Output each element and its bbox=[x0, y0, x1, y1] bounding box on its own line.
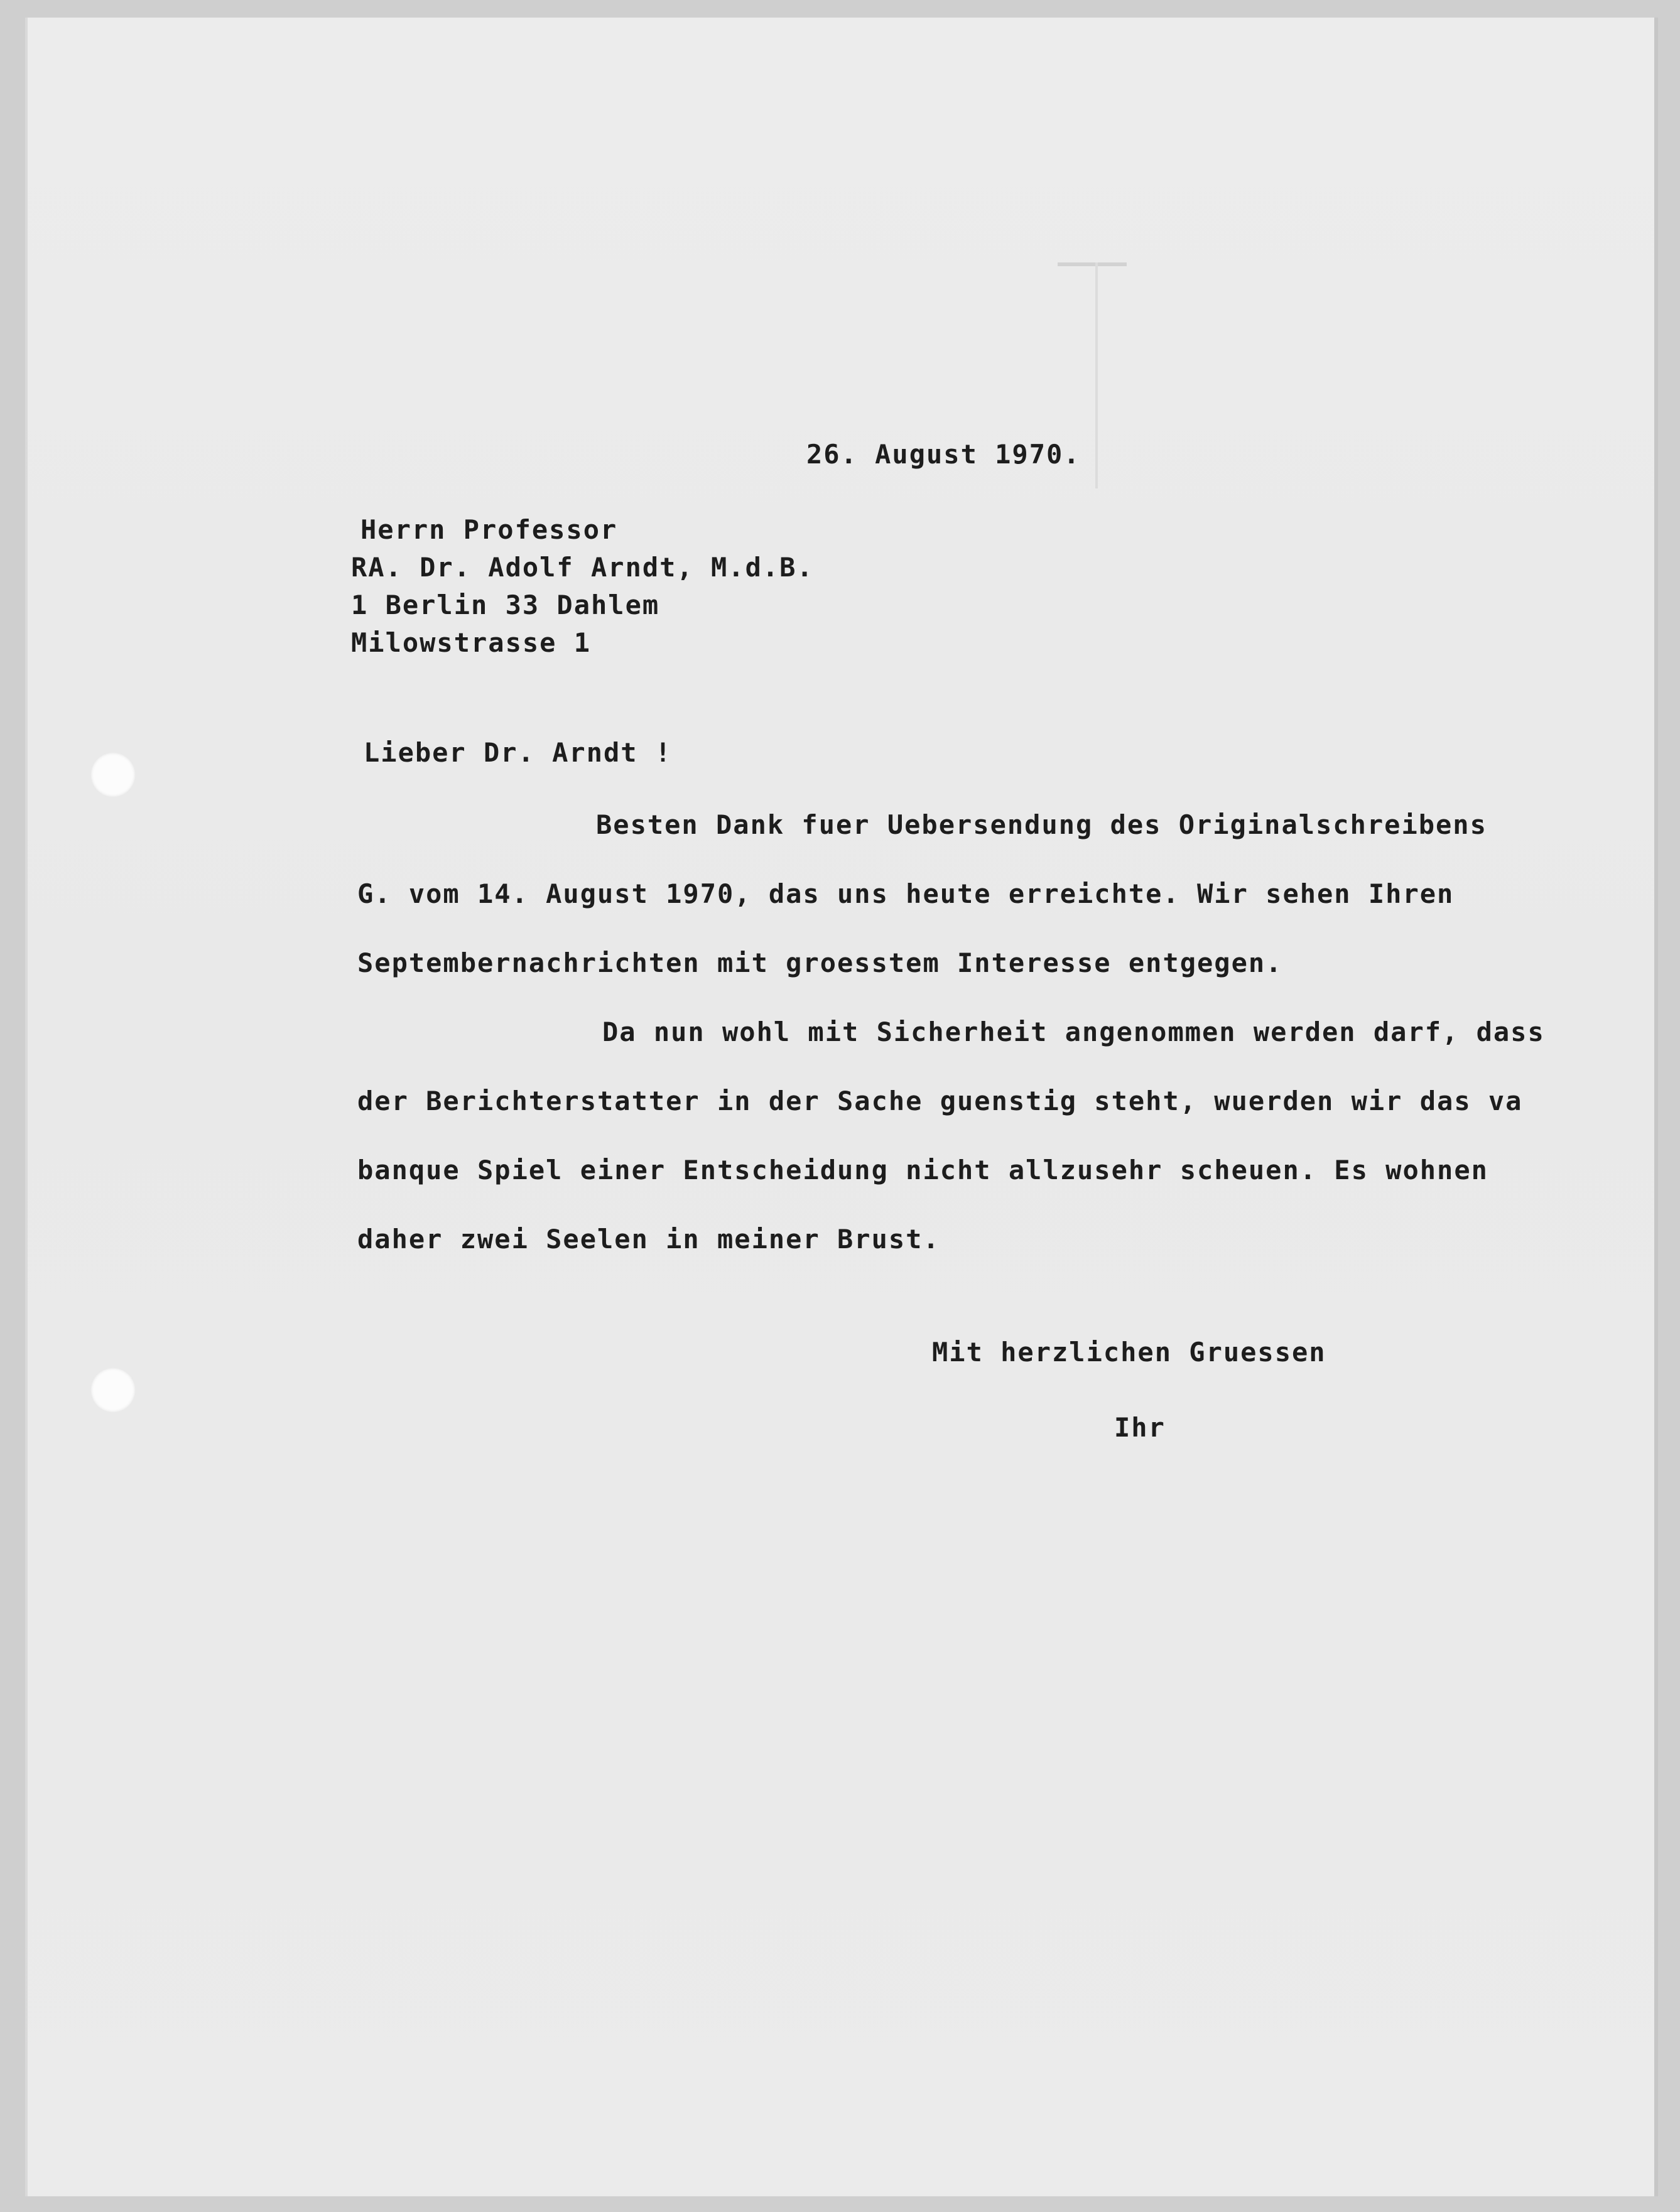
body-line: daher zwei Seelen in meiner Brust. bbox=[357, 1224, 940, 1254]
salutation: Lieber Dr. Arndt ! bbox=[364, 737, 673, 768]
body-line: Septembernachrichten mit groesstem Interesse entgegen. bbox=[357, 947, 1283, 978]
body-line: Besten Dank fuer Uebersendung des Originalschreibens bbox=[596, 809, 1487, 840]
recipient-street: Milowstrasse 1 bbox=[351, 627, 592, 658]
punch-hole-top bbox=[90, 752, 136, 797]
body-line: G. vom 14. August 1970, das uns heute erreichte. Wir sehen Ihren bbox=[357, 878, 1455, 909]
signoff: Ihr bbox=[1114, 1412, 1166, 1443]
show-through-mark bbox=[1058, 262, 1127, 266]
show-through-mark-vertical bbox=[1095, 262, 1098, 488]
closing: Mit herzlichen Gruessen bbox=[932, 1337, 1326, 1368]
recipient-city: 1 Berlin 33 Dahlem bbox=[351, 590, 660, 620]
letter-date: 26. August 1970. bbox=[806, 439, 1081, 470]
recipient-name: RA. Dr. Adolf Arndt, M.d.B. bbox=[351, 552, 814, 583]
letter-page bbox=[25, 18, 1658, 2196]
punch-hole-bottom bbox=[90, 1368, 136, 1413]
body-line: banque Spiel einer Entscheidung nicht allzusehr scheuen. Es wohnen bbox=[357, 1155, 1488, 1185]
body-line: der Berichterstatter in der Sache guenstig steht, wuerden wir das va bbox=[357, 1086, 1523, 1116]
recipient-title: Herrn Professor bbox=[360, 514, 618, 545]
body-line: Da nun wohl mit Sicherheit angenommen werden darf, dass bbox=[602, 1017, 1545, 1047]
